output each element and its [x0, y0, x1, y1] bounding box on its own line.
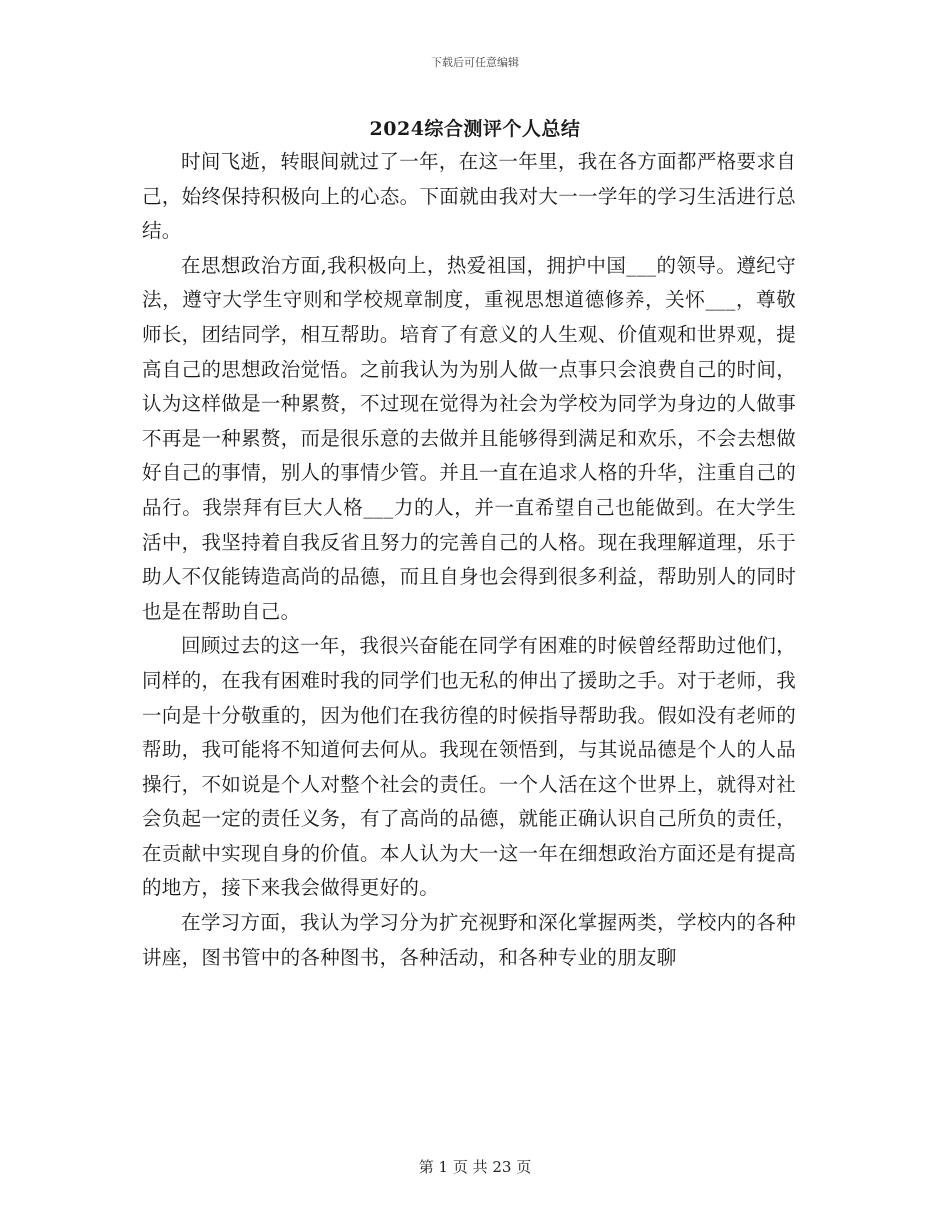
page-number-footer: 第 1 页 共 23 页 [418, 1158, 532, 1176]
document-title: 2024综合测评个人总结 [369, 118, 581, 140]
paragraph: 时间飞逝，转眼间就过了一年，在这一年里，我在各方面都严格要求自己，始终保持积极向上的心态。下面就由我对大一一学年的学习生活进行总结。 [142, 150, 796, 243]
paragraph: 在学习方面，我认为学习分为扩充视野和深化掌握两类，学校内的各种讲座，图书管中的各种图书，各种活动，和各种专业的朋友聊 [142, 911, 796, 969]
paragraph: 回顾过去的这一年，我很兴奋能在同学有困难的时候曾经帮助过他们，同样的，在我有困难时我的同学们也无私的伸出了援助之手。对于老师，我一向是十分敬重的，因为他们在我彷徨的时候指导帮助我。假如没有老师的帮助，我可能将不知道何去何从。我现在领悟到，与其说品德是个人的人品操行，不如说是个人对整个社会的责任。一个人活在这个世界上，就得对社会负起一定的责任义务，有了高尚的品德，就能正确认识自己所负的责任，在贡献中实现自身的价值。本人认为大一这一年在细想政治方面还是有提高的地方，接下来我会做得更好的。 [142, 634, 796, 900]
page-header-note: 下载后可任意编辑 [431, 56, 519, 69]
paragraph: 在思想政治方面,我积极向上，热爱祖国，拥护中国___的领导。遵纪守法，遵守大学生守则和学校规章制度，重视思想道德修养，关怀___，尊敬师长，团结同学，相互帮助。培育了有意义的人生观、价值观和世界观，提高自己的思想政治觉悟。之前我认为为别人做一点事只会浪费自己的时间，认为这样做是一种累赘，不过现在觉得为社会为学校为同学为身边的人做事不再是一种累赘，而是很乐意的去做并且能够得到满足和欢乐，不会去想做好自己的事情，别人的事情少管。并且一直在追求人格的升华，注重自己的品行。我崇拜有巨大人格___力的人，并一直希望自己也能做到。在大学生活中，我坚持着自我反省且努力的完善自己的人格。现在我理解道理，乐于助人不仅能铸造高尚的品德，而且自身也会得到很多利益，帮助别人的同时也是在帮助自己。 [142, 253, 796, 623]
document-body [142, 145, 796, 975]
